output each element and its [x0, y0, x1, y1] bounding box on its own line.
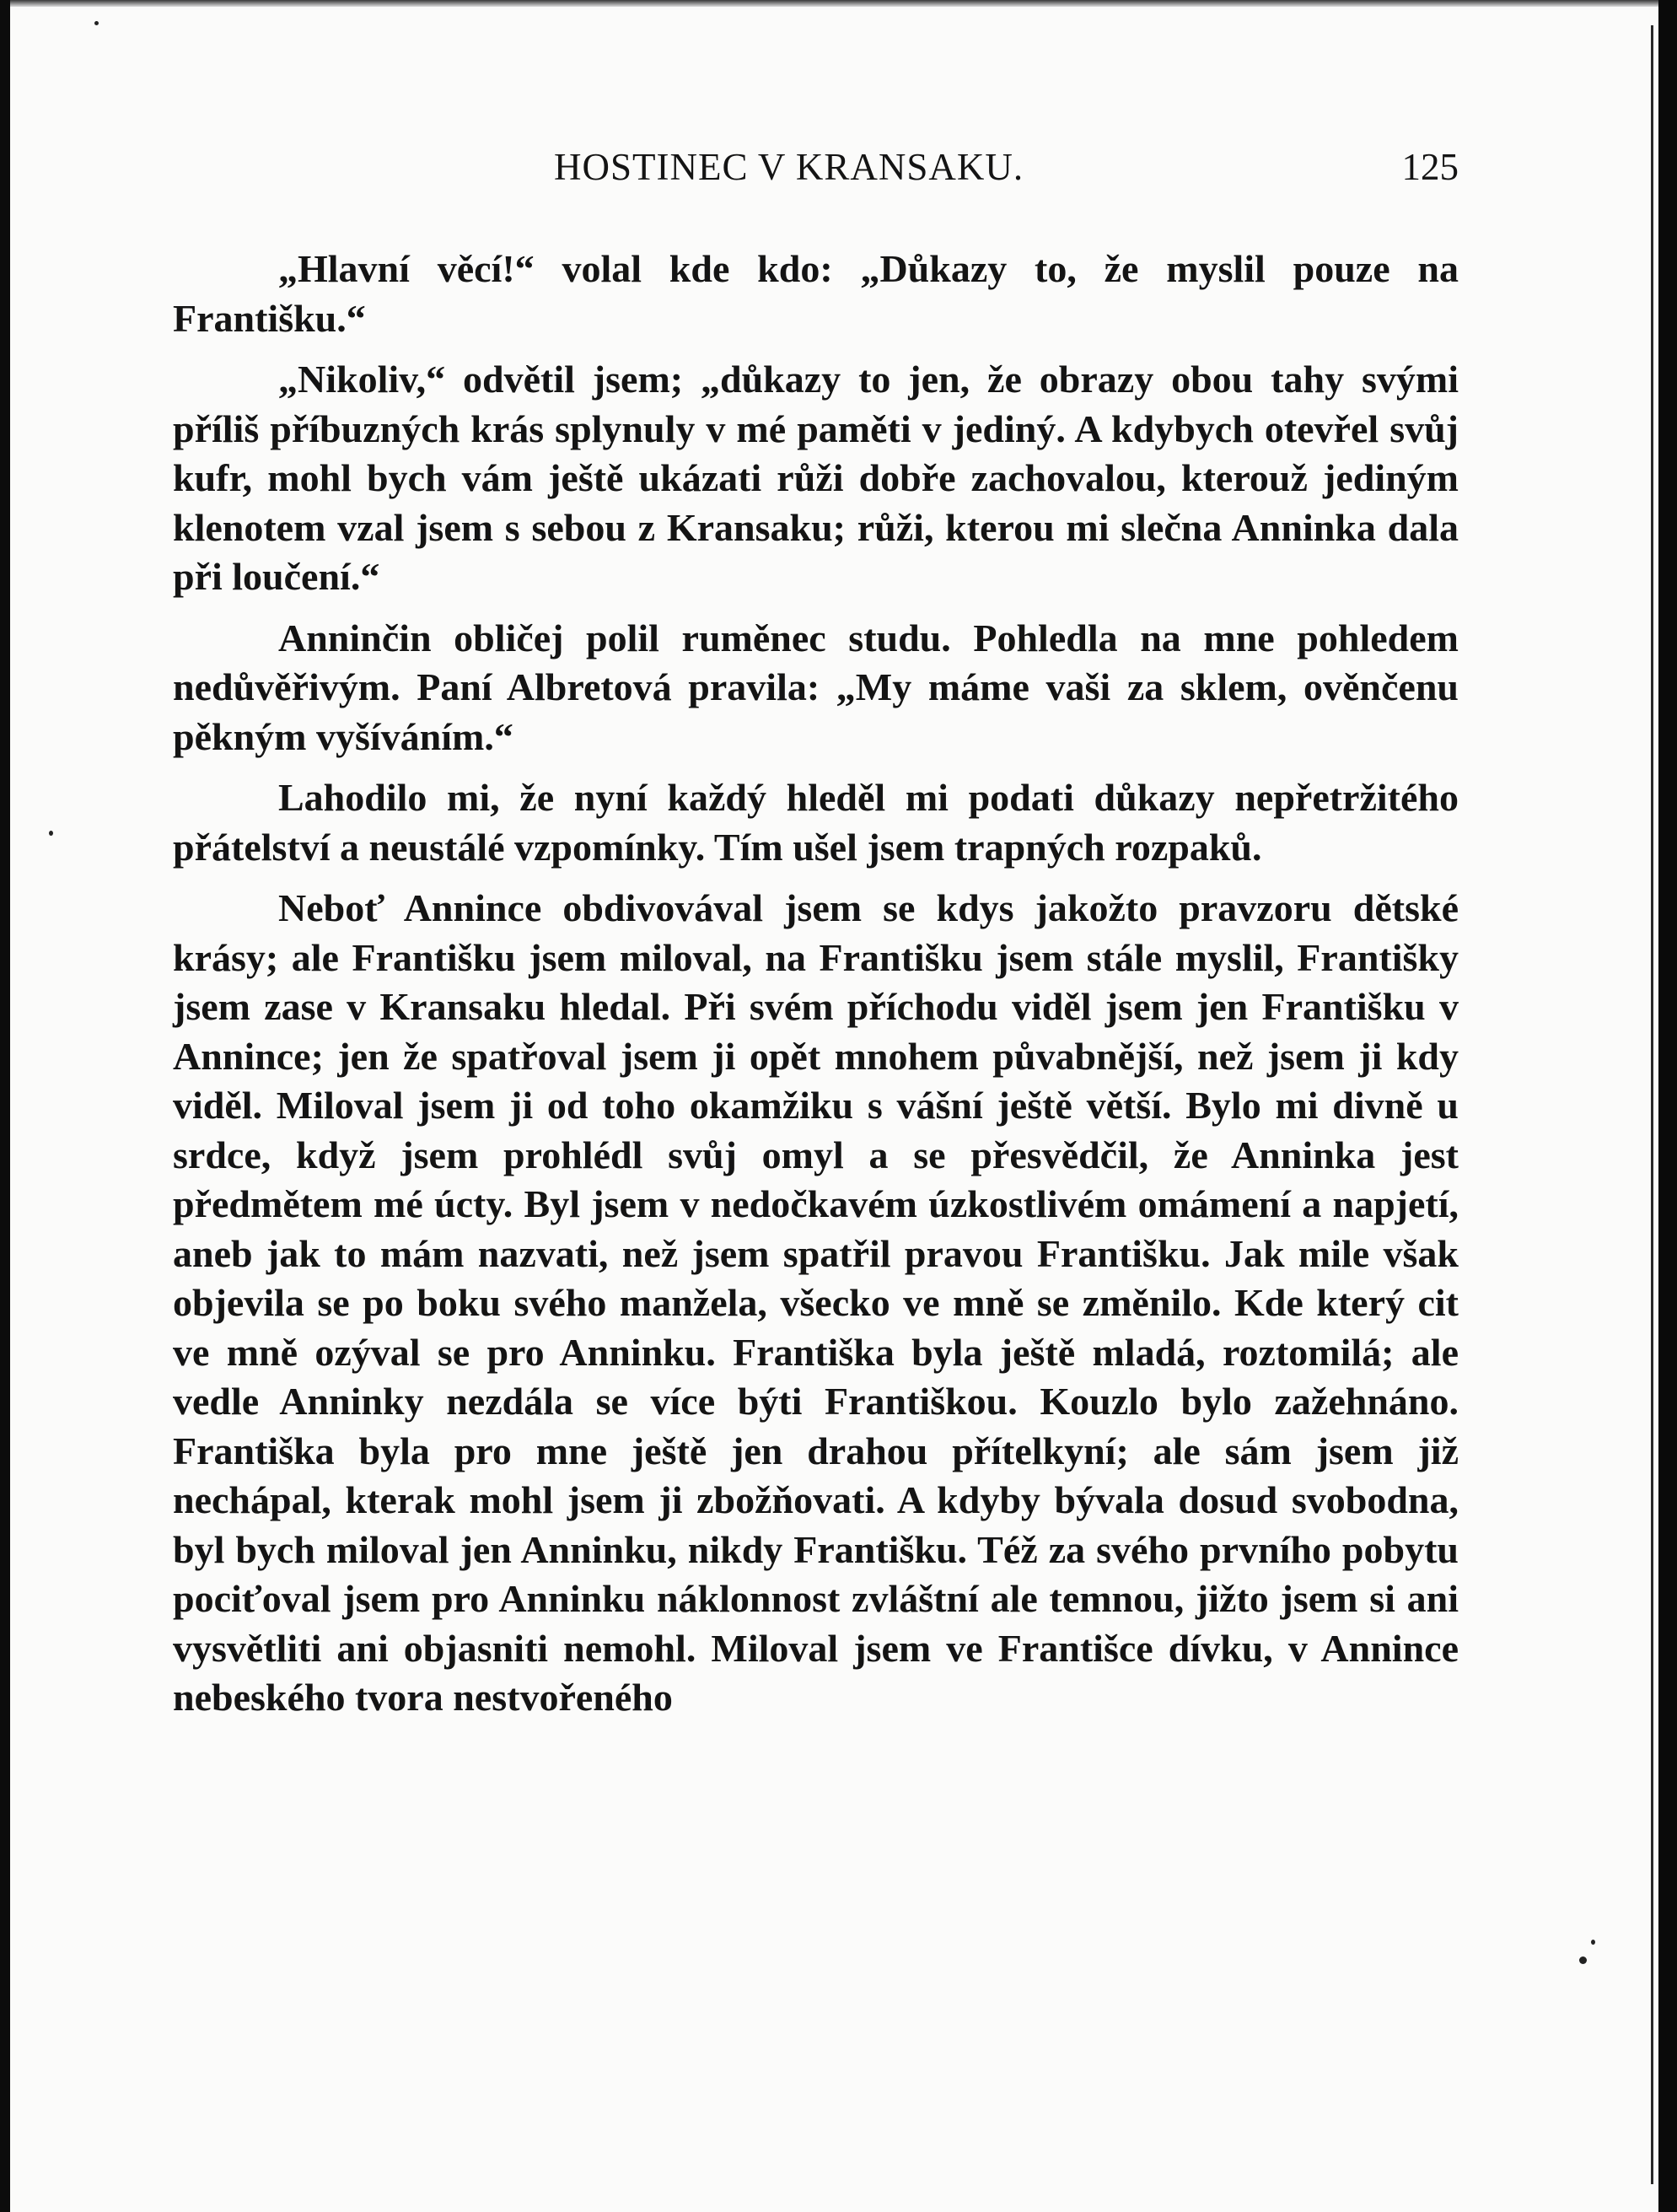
scan-speck: [1579, 1956, 1587, 1964]
page-top-shadow: [0, 0, 1677, 7]
page-right-rule: [1651, 25, 1653, 2184]
paragraph-5: Neboť Annince obdivovával jsem se kdys jakožto pravzoru dětské krásy; ale Františku jsem miloval, na Františku jsem stále myslil, Františky jsem zase v Kransaku hledal. Při svém příchodu viděl jsem jen Františku v Annince; jen že spatřoval jsem ji opět mnohem půvabnější, než jsem ji kdy viděl. Miloval jsem ji od toho okamžiku s vášní ještě větší. Bylo mi divně u srdce, když jsem prohlédl svůj omyl a se přesvědčil, že Anninka jest předmětem mé úcty. Byl jsem v nedočkavém úzkostlivém omámení a napjetí, aneb jak to mám nazvati, než jsem spatřil pravou Františku. Jak mile však objevila se po boku svého manžela, všecko ve mně se změnilo. Kde který cit ve mně ozýval se pro Anninku. Františka byla ještě mladá, roztomilá; ale vedle Anninky nezdála se více býti Františkou. Kouzlo bylo zažehnáno. Františka byla pro mne ještě jen drahou přítelkyní; ale sám jsem již nechápal, kterak mohl jsem ji zbožňovati. A kdyby bývala dosud svobodna, byl bych miloval jen Anninku, nikdy Františku. Též za svého prvního pobytu pociťoval jsem pro Anninku náklonnost zvláštní ale temnou, jižto jsem si ani vysvětliti ani objasniti nemohl. Miloval jsem ve Františce dívku, v Annince nebeského tvora nestvořeného: [173, 886, 1459, 1719]
body-text: [173, 245, 1459, 1723]
page-number: 125: [1401, 146, 1459, 188]
page-left-border: [0, 0, 10, 2212]
paragraph-4: Lahodilo mi, že nyní každý hleděl mi podati důkazy nepřetržitého přátelství a neustálé vzpomínky. Tím ušel jsem trapných rozpaků.: [173, 776, 1459, 869]
paragraph-2: „Nikoliv,“ odvětil jsem; „důkazy to jen, že obrazy obou tahy svými příliš příbuzných krás splynuly v mé paměti v jediný. A kdybych otevřel svůj kufr, mohl bych vám ještě ukázati růži dobře zachovalou, kterouž jediným klenotem vzal jsem s sebou z Kransaku; růži, kterou mi slečna Anninka dala při loučení.“: [173, 358, 1459, 598]
paragraph-1: „Hlavní věcí!“ volal kde kdo: „Důkazy to, že myslil pouze na Františku.“: [173, 247, 1459, 340]
scan-speck: [49, 831, 53, 836]
scan-speck: [94, 21, 99, 25]
page-right-border: [1658, 0, 1677, 2212]
paragraph-3: Anninčin obličej polil ruměnec studu. Pohledla na mne pohledem nedůvěřivým. Paní Albretová pravila: „My máme vaši za sklem, ověnčenu pěkným vyšíváním.“: [173, 616, 1459, 758]
scan-speck: [1591, 1940, 1595, 1945]
running-title: HOSTINEC V KRANSAKU.: [554, 146, 1024, 188]
running-header: [173, 142, 1459, 192]
